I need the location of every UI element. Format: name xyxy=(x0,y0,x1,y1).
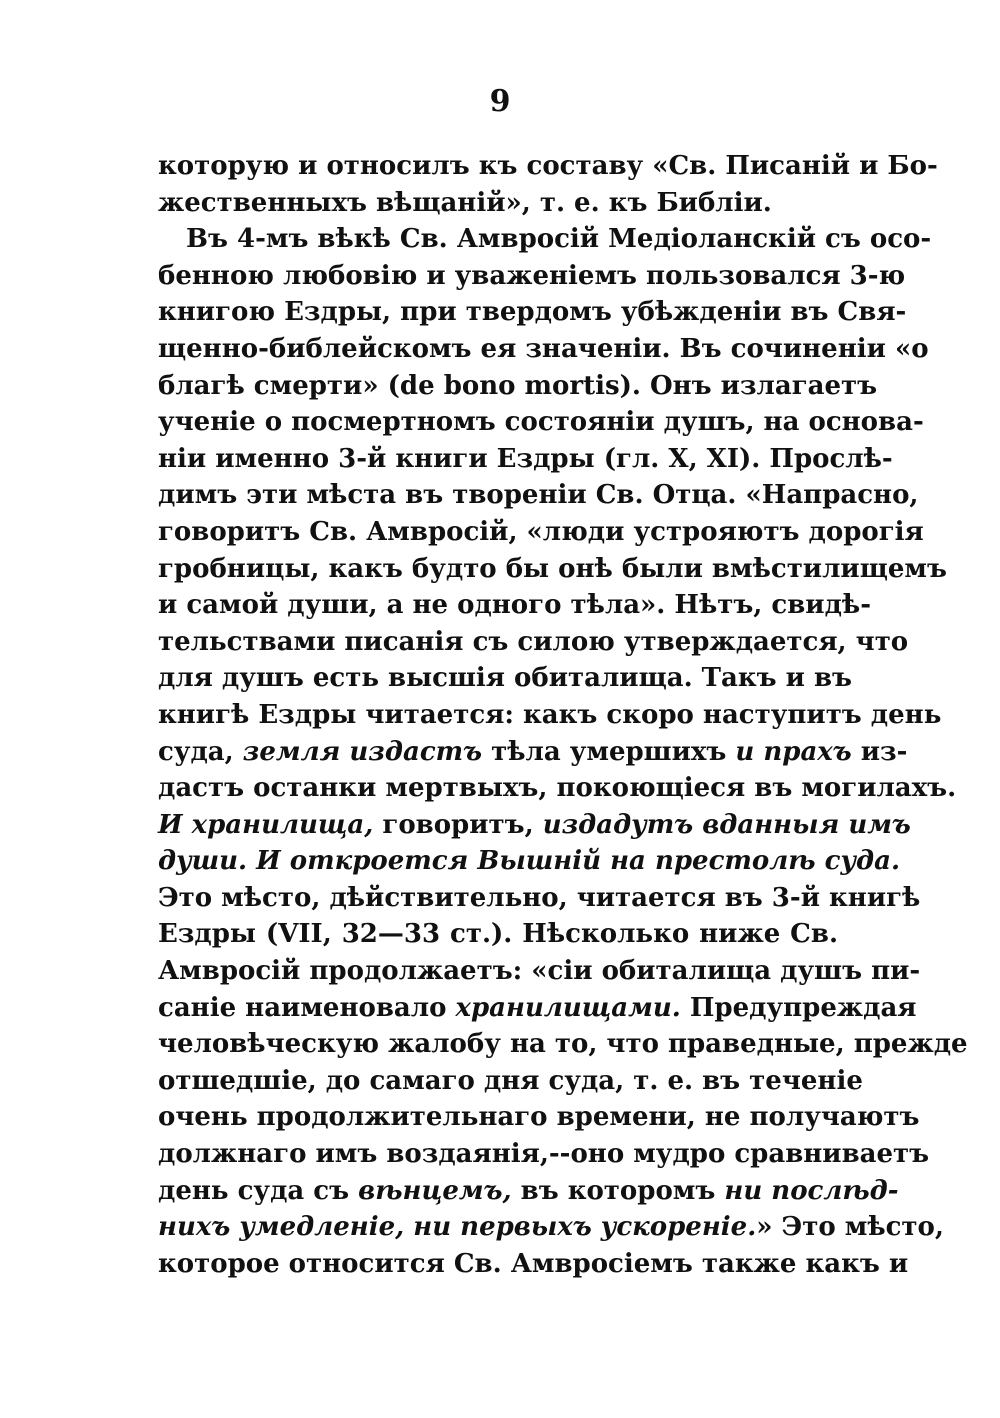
italic-text: и прахъ xyxy=(735,736,852,767)
text-segment: жественныхъ вѣщаній», т. е. къ Библіи. xyxy=(158,187,772,218)
text-line xyxy=(158,331,929,368)
text-line xyxy=(158,880,921,917)
text-line xyxy=(158,1063,863,1100)
text-segment: Это мѣсто, дѣйствительно, читается въ 3-й книгѣ xyxy=(158,882,921,913)
text-segment: день суда съ xyxy=(158,1175,359,1206)
text-segment: для душъ есть высшія обиталища. Такъ и въ xyxy=(158,663,852,694)
italic-text: души. И откроется Вышній на престолѣ суда. xyxy=(158,846,900,877)
text-segment: книгою Ездры, при твердомъ убѣжденіи въ Свя- xyxy=(158,297,907,328)
text-segment: человѣческую жалобу на то, что праведные, прежде xyxy=(158,1029,968,1060)
page-number: 9 xyxy=(489,84,511,119)
text-line xyxy=(158,368,878,405)
text-line xyxy=(158,697,942,734)
text-line xyxy=(158,551,947,588)
text-segment: ніи именно 3-й книги Ездры (гл. X, XI). Прослѣ- xyxy=(158,443,893,474)
italic-text: земля издастъ xyxy=(242,736,483,767)
text-segment: щенно-библейскомъ ея значеніи. Въ сочиненіи «о xyxy=(158,333,929,364)
text-line xyxy=(158,221,932,258)
text-segment: Предупреждая xyxy=(680,992,917,1023)
text-segment: которую и относилъ къ составу «Св. Писаній и Бо- xyxy=(158,151,938,181)
text-segment: гробницы, какъ будто бы онѣ были вмѣстилищемъ xyxy=(158,553,947,584)
text-line xyxy=(158,587,871,624)
text-line xyxy=(158,294,907,331)
text-line xyxy=(158,477,919,514)
text-segment: благѣ смерти» (de bono mortis). Онъ излагаетъ xyxy=(158,370,878,401)
text-line xyxy=(158,1026,968,1063)
text-segment: которое относится Св. Амвросіемъ также какъ и xyxy=(158,1248,909,1279)
text-line xyxy=(158,441,893,478)
text-segment: дастъ останки мертвыхъ, покоющіеся въ могилахъ. xyxy=(158,773,957,804)
text-segment: саніе наименовало xyxy=(158,992,456,1023)
text-line xyxy=(158,807,911,844)
text-segment: тѣла умершихъ xyxy=(482,736,736,767)
text-segment: тельствами писанія съ силою утверждается, что xyxy=(158,626,909,657)
text-line xyxy=(158,843,900,880)
text-segment: Амвросій продолжаетъ: «сіи обиталища душъ пи- xyxy=(158,956,921,987)
italic-text: ни послѣд- xyxy=(724,1175,899,1206)
text-segment: въ которомъ xyxy=(511,1175,725,1206)
text-segment: книгѣ Ездры читается: какъ скоро наступитъ день xyxy=(158,699,942,730)
text-line xyxy=(158,1209,944,1246)
text-line xyxy=(158,514,924,551)
text-line xyxy=(158,1136,930,1173)
text-segment: » Это мѣсто, xyxy=(756,1212,944,1243)
text-segment: и самой души, а не одного тѣла». Нѣтъ, свидѣ- xyxy=(158,590,871,621)
italic-text: нихъ умедленіе, ни первыхъ ускореніе. xyxy=(158,1212,757,1243)
text-segment: отшедшіе, до самаго дня суда, т. е. въ теченіе xyxy=(158,1065,863,1096)
text-segment: Въ 4-мъ вѣкѣ Св. Амвросій Медіоланскій съ осо- xyxy=(186,224,932,255)
text-line xyxy=(158,404,924,441)
text-segment: Ездры (VII, 32—33 ст.). Нѣсколько ниже Св. xyxy=(158,919,838,950)
italic-text: И хранилища, xyxy=(158,809,374,840)
text-segment: ученіе о посмертномъ состояніи душъ, на основа- xyxy=(158,407,924,438)
body-text xyxy=(158,148,968,1282)
italic-text: вѣнцемъ, xyxy=(358,1175,512,1206)
text-segment: суда, xyxy=(158,736,243,767)
text-segment: должнаго имъ воздаянія,--оно мудро сравниваетъ xyxy=(158,1139,930,1170)
italic-text: издадутъ вданныя имъ xyxy=(542,809,911,840)
text-segment: говоритъ, xyxy=(373,809,543,840)
text-line xyxy=(158,624,909,661)
text-line xyxy=(158,1173,899,1210)
text-line xyxy=(158,1246,909,1283)
text-segment: димъ эти мѣста въ твореніи Св. Отца. «Напрасно, xyxy=(158,480,919,511)
text-segment: из- xyxy=(851,736,908,767)
text-line xyxy=(158,916,838,953)
text-line xyxy=(158,1099,920,1136)
text-segment: говоритъ Св. Амвросій, «люди устрояютъ дорогія xyxy=(158,516,924,547)
text-line xyxy=(158,258,906,295)
text-line xyxy=(158,148,938,185)
text-line xyxy=(158,660,852,697)
text-line xyxy=(158,185,838,222)
text-segment: бенною любовію и уваженіемъ пользовался 3-ю xyxy=(158,260,906,291)
italic-text: хранилищами. xyxy=(455,992,681,1023)
text-line xyxy=(158,770,957,807)
text-line xyxy=(158,990,917,1027)
text-segment: очень продолжительнаго времени, не получаютъ xyxy=(158,1102,920,1133)
text-line xyxy=(158,734,908,771)
text-line xyxy=(158,953,921,990)
